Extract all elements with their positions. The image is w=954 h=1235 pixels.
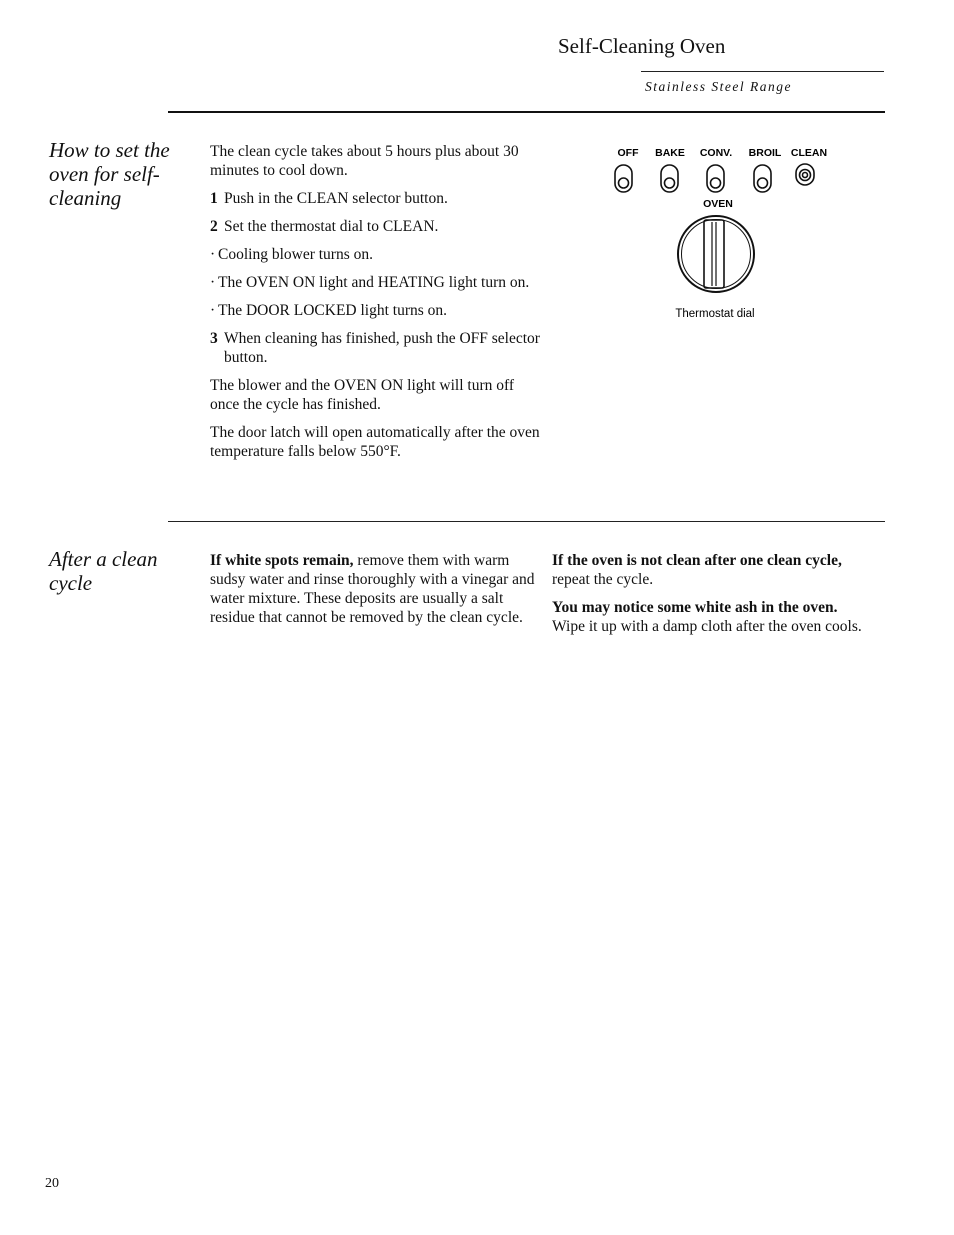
step-text: Set the thermostat dial to CLEAN. xyxy=(224,218,439,235)
thermostat-dial-icon xyxy=(678,216,754,292)
white-spots-body: remove them with warm sudsy water and rinse thoroughly with a vinegar and water mixture. These deposits are usually a salt residue that cannot be removed by the clean cycle. xyxy=(210,552,535,626)
white-spots-lead: If white spots remain, xyxy=(210,552,354,569)
step-number: 1 xyxy=(210,190,218,207)
section-divider xyxy=(168,521,885,522)
white-ash-body: Wipe it up with a damp cloth after the oven cools. xyxy=(552,618,862,635)
page-title: Self-Cleaning Oven xyxy=(558,34,726,58)
step-text: Push in the CLEAN selector button. xyxy=(224,190,448,207)
bullet-text: Cooling blower turns on. xyxy=(218,246,373,263)
section-heading-after-clean: After a clean cycle xyxy=(49,547,158,595)
blower-paragraph: The blower and the OVEN ON light will turn off once the cycle has finished. xyxy=(210,377,515,413)
clean-selector-button xyxy=(796,164,814,185)
after-clean-tips xyxy=(552,551,862,645)
bullet-mark: · xyxy=(210,246,216,263)
thermostat-dial-caption: Thermostat dial xyxy=(675,308,755,320)
broil-selector-button xyxy=(754,165,771,192)
white-ash-lead: You may notice some white ash in the oven. xyxy=(552,599,838,616)
bullet-mark: · xyxy=(210,302,216,319)
page-number: 20 xyxy=(45,1176,59,1191)
step-2 xyxy=(210,217,540,236)
door-latch-paragraph: The door latch will open automatically after the oven temperature falls below 550°F. xyxy=(210,424,540,460)
self-cleaning-instructions xyxy=(210,142,540,470)
off-selector-button xyxy=(615,165,632,192)
section-divider-top xyxy=(168,111,885,113)
white-spots-text xyxy=(210,551,537,627)
bullet-mark: · xyxy=(210,274,216,291)
bullet-item xyxy=(210,245,540,264)
section-heading-self-cleaning: How to set the oven for self-cleaning xyxy=(49,138,170,210)
bullet-text: The DOOR LOCKED light turns on. xyxy=(218,302,448,319)
step-1 xyxy=(210,189,540,208)
step-text: When cleaning has finished, push the OFF selector button. xyxy=(224,330,540,366)
broil-label: BROIL xyxy=(748,147,782,159)
oven-control-diagram xyxy=(600,140,840,330)
not-clean-body: repeat the cycle. xyxy=(552,571,654,588)
white-spots-paragraph xyxy=(210,551,537,636)
bullet-item xyxy=(210,273,540,292)
page-subtitle: Stainless Steel Range xyxy=(645,79,792,94)
clean-label: CLEAN xyxy=(790,147,828,159)
step-number: 3 xyxy=(210,330,218,347)
conv-label: CONV. xyxy=(699,147,733,159)
bake-selector-button xyxy=(661,165,678,192)
white-ash-tip xyxy=(552,598,862,636)
not-clean-tip xyxy=(552,551,862,589)
not-clean-lead: If the oven is not clean after one clean cycle, xyxy=(552,552,842,569)
intro-paragraph: The clean cycle takes about 5 hours plus about 30 minutes to cool down. xyxy=(210,143,519,179)
oven-label: OVEN xyxy=(703,198,733,210)
step-number: 2 xyxy=(210,218,218,235)
off-label: OFF xyxy=(617,147,639,159)
conv-selector-button xyxy=(707,165,724,192)
bullet-text: The OVEN ON light and HEATING light turn on. xyxy=(218,274,530,291)
bullet-item xyxy=(210,301,540,320)
title-underline xyxy=(641,71,884,72)
bake-label: BAKE xyxy=(655,147,685,159)
step-3 xyxy=(210,329,540,367)
